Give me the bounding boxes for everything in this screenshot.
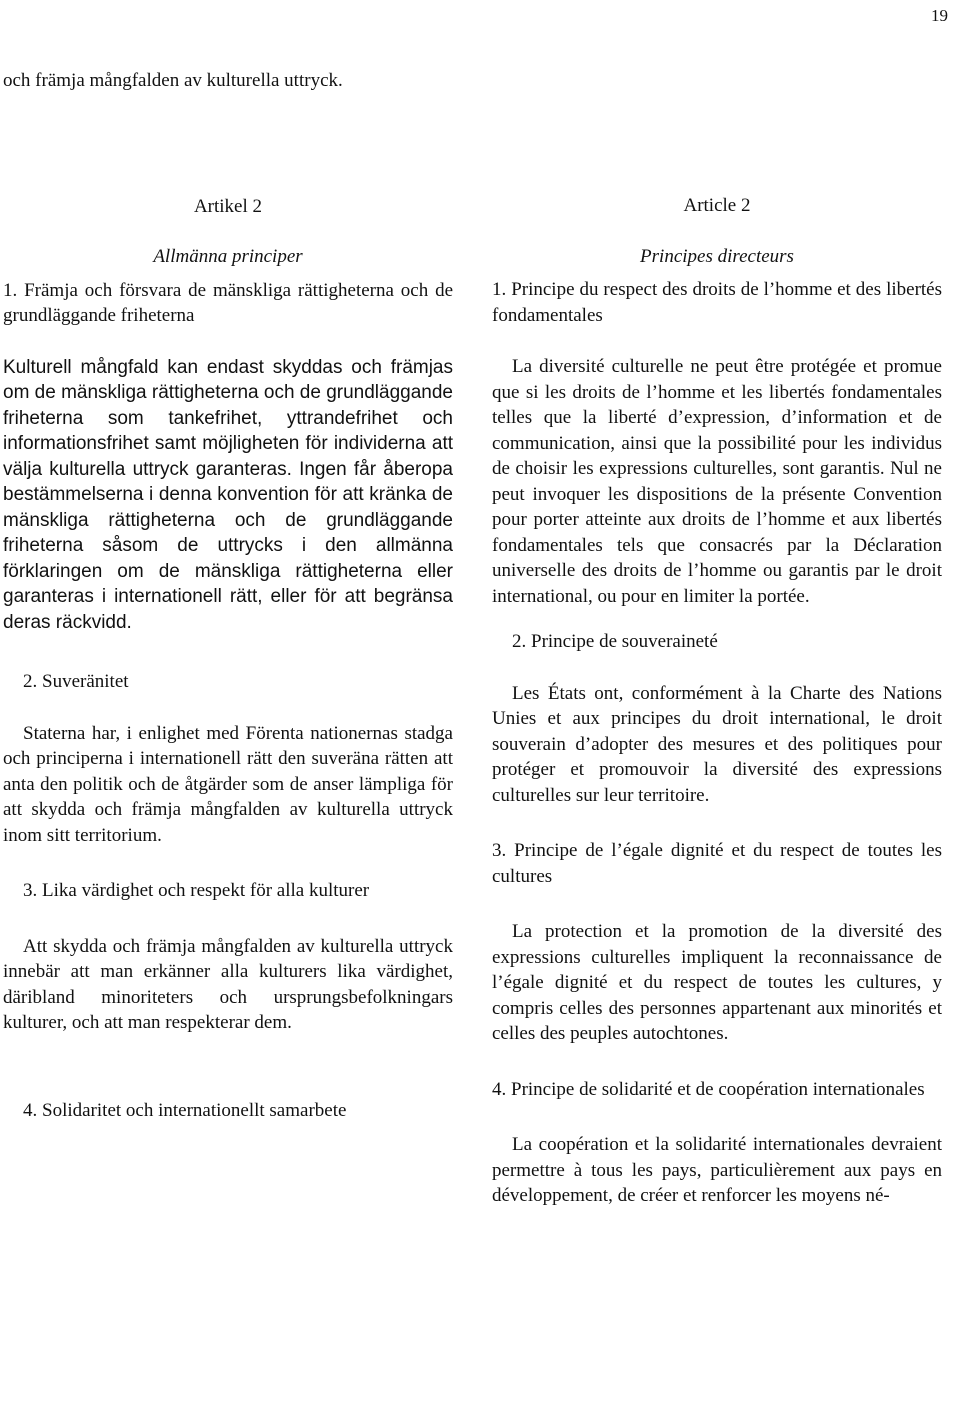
swedish-section-4-heading: 4. Solidaritet och internationellt samarbete [23,1099,347,1121]
swedish-section-3-body: Att skydda och främja mångfalden av kulturella uttryck innebär att man erkänner alla kulturers lika värdighet, däribland minoriteters och ursprungsbefolkningars kulturer, och att man respekterar dem. [3,935,453,1033]
swedish-section-1-body: Kulturell mångfald kan endast skyddas och främjas om de mänskliga rättigheterna och de grundläggande friheterna som tankefrihet, yttrandefrihet och informationsfrihet samt möjligheten för individerna att välja kulturella uttryck garanteras. Ingen får åberopa bestämmelserna i denna konvention för att kränka de mänskliga rättigheterna och de grundläggande friheterna såsom de uttrycks i den allmänna förklaringen om de mänskliga rättigheterna eller garanteras i internationell rätt, eller för att begränsa deras räckvidd. [3,356,453,633]
french-section-3-heading: 3. Principe de l’égale dignité et du respect de toutes les cultures [492,840,942,887]
swedish-article-title: Artikel 2 [193,195,263,217]
french-top-spacer [492,68,942,193]
french-section-4-body: La coopération et la solidarité internationales devraient permettre à tous les pays, particulièrement aux pays en développement, de créer et renforcer les moyens né- [492,1134,942,1206]
french-section-2-heading: 2. Principe de souveraineté [512,631,718,652]
french-section-1-heading: 1. Principe du respect des droits de l’homme et des libertés fondamentales [492,279,942,326]
swedish-column [3,68,453,1123]
swedish-intro-text: och främja mångfalden av kulturella uttryck. [3,70,343,91]
swedish-section-2-heading: 2. Suveränitet [23,671,129,692]
swedish-section-3-heading: 3. Lika värdighet och respekt för alla kulturer [23,880,370,901]
swedish-section-2-body: Staterna har, i enlighet med Förenta nationernas stadga och principerna i internationell rätt den suveräna rätten att anta den politik och de åtgärder som de anser lämpliga för att skydda och främja mångfalden av kulturella uttryck inom sitt territorium. [3,722,453,846]
swedish-section-1-heading: 1. Främja och försvara de mänskliga rättigheterna och de grundläggande friheterna [3,279,453,326]
french-article-subtitle: Principes directeurs [640,245,794,267]
swedish-article-subtitle: Allmänna principer [153,246,303,267]
french-section-3-body: La protection et la promotion de la diversité des expressions culturelles impliquent la reconnaissance de l’égale dignité et du respect de toutes les cultures, y compris celles des personnes appartenant aux minorités et celles des peuples autochtones. [492,921,942,1044]
french-section-2-body: Les États ont, conformément à la Charte des Nations Unies et aux principes du droit international, le droit souverain d’adopter des mesures et des politiques pour protéger et promouvoir la diversité des expressions culturelles sur leur territoire. [492,682,942,806]
french-section-4-heading: 4. Principe de solidarité et de coopération internationales [492,1078,925,1100]
french-section-1-body: La diversité culturelle ne peut être protégée et promue que si les droits de l’homme et les libertés fondamentales telles que la liberté d’expression, d’information et de communication, ainsi que la possibilité pour les individus de choisir les expressions culturelles, sont garantis. Nul ne peut invoquer les dispositions de la présente Convention pour porter atteinte aux droits de l’homme et aux libertés fondamentales tels que consacrés par la Déclaration universelle des droits de l’homme ou garantis par le droit international, ou pour en limiter la portée. [492,356,942,607]
french-column [492,68,942,1209]
french-article-title: Article 2 [683,195,751,216]
page-number: 19 [931,6,948,25]
